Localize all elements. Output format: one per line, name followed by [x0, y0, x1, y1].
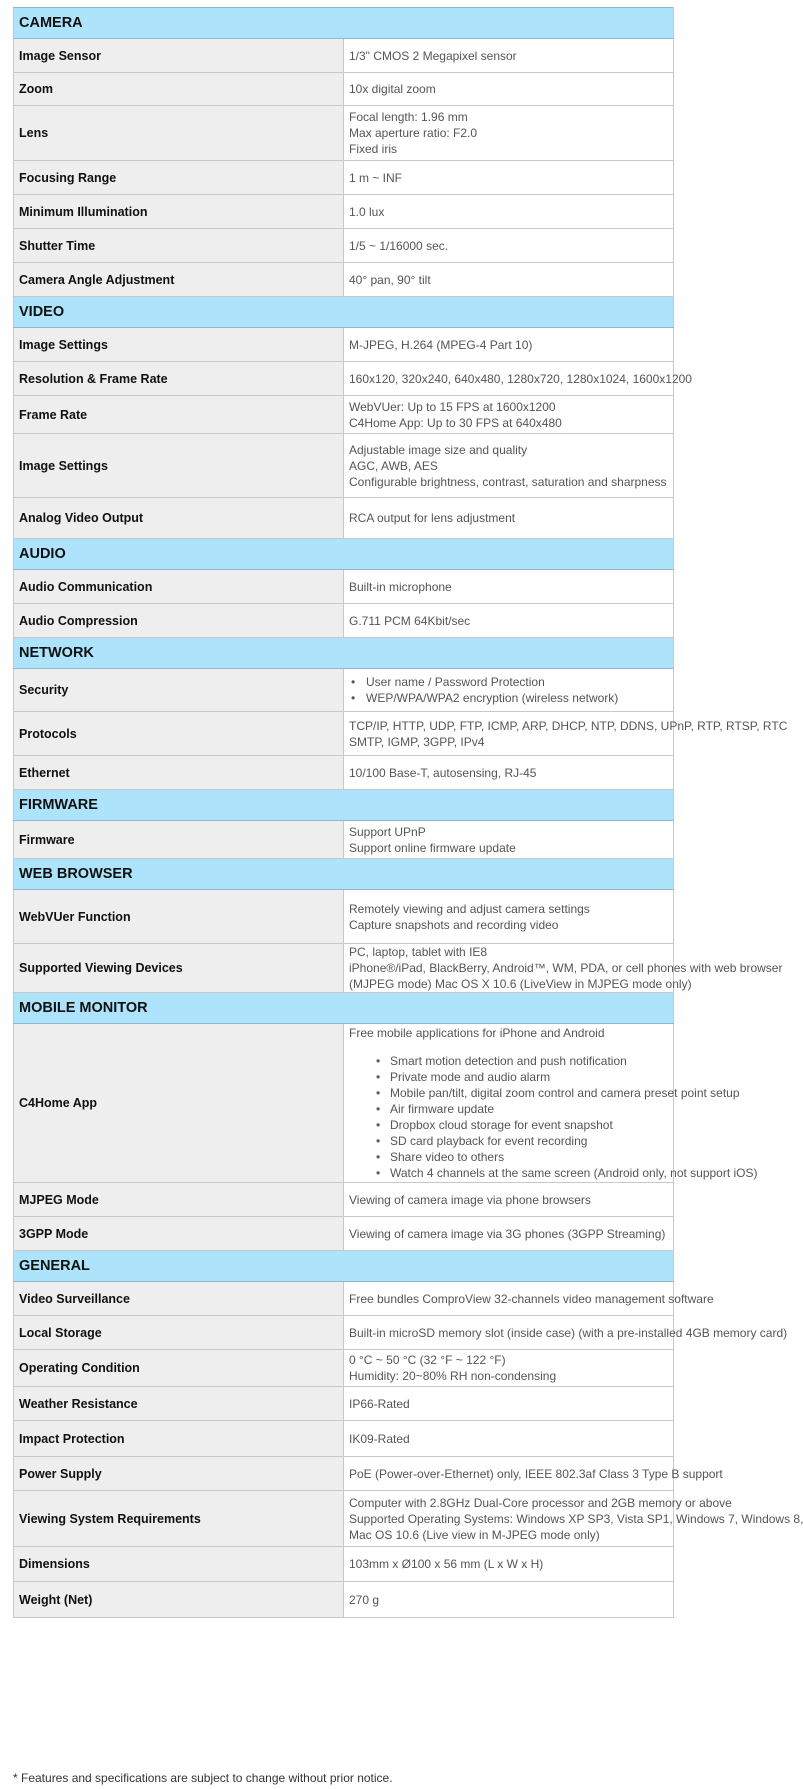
- spec-value: [344, 1282, 714, 1316]
- bullet-item: • WEP/WPA/WPA2 encryption (wireless network): [349, 690, 668, 706]
- feature-item: • Air firmware update: [349, 1101, 668, 1117]
- spec-value-line: PoE (Power-over-Ethernet) only, IEEE 802.3af Class 3 Type B support: [349, 1466, 723, 1481]
- spec-label: Operating Condition: [14, 1350, 344, 1387]
- section-header-network: [14, 638, 674, 669]
- spec-label: C4Home App: [14, 1024, 344, 1183]
- spec-label: Supported Viewing Devices: [14, 944, 344, 993]
- spec-value-line: 0 °C ~ 50 °C (32 °F ~ 122 °F): [349, 1353, 506, 1367]
- spec-row: [14, 890, 674, 944]
- spec-value: [344, 1547, 674, 1582]
- spec-value-line: IP66-Rated: [349, 1396, 410, 1411]
- spec-table: [13, 7, 803, 1618]
- spacer: [349, 1041, 668, 1053]
- spec-label: Shutter Time: [14, 229, 344, 263]
- spec-value-line: WebVUer: Up to 15 FPS at 1600x1200: [349, 399, 556, 414]
- spec-value: [344, 263, 674, 297]
- spec-row: [14, 1217, 674, 1251]
- spec-row: [14, 161, 674, 195]
- spec-row: [14, 362, 674, 396]
- spec-value-line: 10x digital zoom: [349, 82, 436, 96]
- spec-value-line: Mac OS 10.6 (Live view in M-JPEG mode only): [349, 1527, 600, 1542]
- spec-value-line: Configurable brightness, contrast, saturation and sharpness: [349, 474, 667, 489]
- spec-value-line: Humidity: 20~80% RH non-condensing: [349, 1369, 557, 1383]
- spec-value-line: 160x120, 320x240, 640x480, 1280x720, 1280x1024, 1600x1200: [349, 371, 692, 386]
- spec-value: [344, 570, 674, 604]
- section-title: CAMERA: [14, 8, 674, 39]
- spec-value-line: Viewing of camera image via 3G phones (3GPP Streaming): [349, 1226, 666, 1241]
- spec-label: Weather Resistance: [14, 1387, 344, 1421]
- spec-label: Resolution & Frame Rate: [14, 362, 344, 396]
- section-title: AUDIO: [14, 539, 674, 570]
- spec-value-line: iPhone®/iPad, BlackBerry, Android™, WM, PDA, or cell phones with web browser: [349, 961, 783, 975]
- spec-value-line: Focal length: 1.96 mm: [349, 110, 468, 124]
- spec-row: [14, 1024, 674, 1183]
- spec-label: Zoom: [14, 73, 344, 106]
- spec-label: Power Supply: [14, 1457, 344, 1491]
- spec-value-line: Adjustable image size and quality: [349, 442, 528, 457]
- section-header-general: [14, 1251, 674, 1282]
- spec-value-line: 1.0 lux: [349, 204, 385, 219]
- spec-value: [344, 1421, 674, 1457]
- spec-row: [14, 328, 674, 362]
- spec-value: [344, 362, 692, 396]
- spec-value-line: Supported Operating Systems: Windows XP SP3, Vista SP1, Windows 7, Windows 8,: [349, 1511, 803, 1526]
- spec-value: [344, 1491, 803, 1547]
- spec-value-line: AGC, AWB, AES: [349, 458, 438, 473]
- spec-value: [344, 434, 674, 498]
- spec-value-line: 40° pan, 90° tilt: [349, 272, 431, 287]
- spec-value-line: TCP/IP, HTTP, UDP, FTP, ICMP, ARP, DHCP, NTP, DDNS, UPnP, RTP, RTSP, RTC: [349, 718, 788, 733]
- spec-row: [14, 1582, 674, 1618]
- spec-value: [344, 1183, 674, 1217]
- spec-value-line: Remotely viewing and adjust camera settings: [349, 901, 590, 916]
- spec-value: [344, 890, 674, 944]
- spec-row: [14, 1547, 674, 1582]
- spec-value-line: Capture snapshots and recording video: [349, 917, 559, 932]
- spec-label: Audio Communication: [14, 570, 344, 604]
- footnote: * Features and specifications are subject to change without prior notice.: [13, 1771, 393, 1785]
- spec-value-line: SMTP, IGMP, 3GPP, IPv4: [349, 734, 485, 749]
- spec-value: [344, 498, 674, 539]
- spec-row: [14, 396, 674, 434]
- section-header-camera: [14, 8, 674, 39]
- spec-value: [344, 1582, 674, 1618]
- spec-value: [344, 229, 674, 263]
- spec-value-line: PC, laptop, tablet with IE8: [349, 945, 488, 959]
- spec-label: Frame Rate: [14, 396, 344, 434]
- spec-value-line: Built-in microSD memory slot (inside case) (with a pre-installed 4GB memory card): [349, 1325, 788, 1340]
- spec-value-line: C4Home App: Up to 30 FPS at 640x480: [349, 415, 562, 430]
- section-header-firmware: [14, 790, 674, 821]
- feature-list: [349, 1053, 758, 1181]
- feature-item: • Smart motion detection and push notification: [349, 1053, 668, 1069]
- section-title: GENERAL: [14, 1251, 674, 1282]
- spec-row: [14, 1282, 674, 1316]
- spec-value-line: Free mobile applications for iPhone and Android: [349, 1026, 605, 1040]
- spec-value-line: 10/100 Base-T, autosensing, RJ-45: [349, 765, 537, 780]
- spec-row: [14, 821, 674, 859]
- spec-value-line: 1/5 ~ 1/16000 sec.: [349, 238, 449, 253]
- spec-value: [344, 106, 674, 161]
- spec-label: WebVUer Function: [14, 890, 344, 944]
- spec-value-line: 1/3" CMOS 2 Megapixel sensor: [349, 48, 517, 63]
- spec-value-line: Max aperture ratio: F2.0: [349, 126, 478, 140]
- bullet-item: • User name / Password Protection: [349, 674, 668, 690]
- spec-row: [14, 604, 674, 638]
- spec-row: [14, 498, 674, 539]
- spec-label: Viewing System Requirements: [14, 1491, 344, 1547]
- spec-row: [14, 263, 674, 297]
- spec-row: [14, 73, 674, 106]
- spec-value-line: RCA output for lens adjustment: [349, 511, 516, 525]
- spec-value: [344, 821, 674, 859]
- spec-row: [14, 434, 674, 498]
- spec-row: [14, 1457, 674, 1491]
- spec-row: [14, 1350, 674, 1387]
- spec-label: Audio Compression: [14, 604, 344, 638]
- spec-value-line: G.711 PCM 64Kbit/sec: [349, 613, 471, 628]
- spec-value-line: Computer with 2.8GHz Dual-Core processor and 2GB memory or above: [349, 1495, 732, 1510]
- spec-value: [344, 396, 674, 434]
- spec-row: [14, 1421, 674, 1457]
- spec-label: Weight (Net): [14, 1582, 344, 1618]
- section-title: VIDEO: [14, 297, 674, 328]
- spec-row: [14, 712, 674, 756]
- spec-label: Camera Angle Adjustment: [14, 263, 344, 297]
- spec-label: Image Settings: [14, 328, 344, 362]
- spec-label: Impact Protection: [14, 1421, 344, 1457]
- bullet-list: [349, 674, 668, 706]
- feature-item: • Dropbox cloud storage for event snapshot: [349, 1117, 668, 1133]
- spec-label: 3GPP Mode: [14, 1217, 344, 1251]
- spec-value-line: Viewing of camera image via phone browsers: [349, 1192, 591, 1207]
- feature-item: • Private mode and audio alarm: [349, 1069, 668, 1085]
- spec-value: [344, 161, 674, 195]
- spec-label: Protocols: [14, 712, 344, 756]
- spec-value-line: 1 m ~ INF: [349, 170, 403, 185]
- spec-row: [14, 669, 674, 712]
- spec-value: [344, 1024, 758, 1183]
- section-header-mobile-monitor: [14, 993, 674, 1024]
- spec-value: [344, 756, 674, 790]
- spec-row: [14, 39, 674, 73]
- spec-label: Ethernet: [14, 756, 344, 790]
- spec-row: [14, 1183, 674, 1217]
- spec-row: [14, 1387, 674, 1421]
- feature-item: • SD card playback for event recording: [349, 1133, 668, 1149]
- spec-value-line: Built-in microphone: [349, 579, 452, 594]
- spec-value: [344, 1387, 674, 1421]
- spec-value-line: Support UPnP: [349, 824, 426, 839]
- section-header-web-browser: [14, 859, 674, 890]
- spec-value: [344, 1350, 674, 1387]
- spec-label: Focusing Range: [14, 161, 344, 195]
- spec-value-line: Support online firmware update: [349, 840, 516, 855]
- spec-value-line: 270 g: [349, 1592, 380, 1607]
- spec-row: [14, 1316, 674, 1350]
- spec-value-line: M-JPEG, H.264 (MPEG-4 Part 10): [349, 337, 533, 352]
- spec-label: Analog Video Output: [14, 498, 344, 539]
- spec-label: Minimum Illumination: [14, 195, 344, 229]
- spec-row: [14, 106, 674, 161]
- spec-row: [14, 229, 674, 263]
- spec-value: [344, 944, 783, 993]
- spec-value-line: Free bundles ComproView 32-channels video management software: [349, 1291, 714, 1306]
- section-title: NETWORK: [14, 638, 674, 669]
- spec-value: [344, 195, 674, 229]
- section-header-audio: [14, 539, 674, 570]
- spec-value-line: (MJPEG mode) Mac OS X 10.6 (LiveView in MJPEG mode only): [349, 977, 692, 991]
- feature-item: • Watch 4 channels at the same screen (Android only, not support iOS): [349, 1165, 668, 1181]
- spec-sheet: [13, 7, 803, 1618]
- spec-value-line: Fixed iris: [349, 142, 398, 156]
- feature-item: • Share video to others: [349, 1149, 668, 1165]
- spec-value: [344, 39, 674, 73]
- spec-label: Firmware: [14, 821, 344, 859]
- spec-row: [14, 756, 674, 790]
- spec-label: Local Storage: [14, 1316, 344, 1350]
- spec-value: [344, 669, 674, 712]
- spec-value: [344, 1457, 723, 1491]
- spec-value: [344, 328, 674, 362]
- section-title: MOBILE MONITOR: [14, 993, 674, 1024]
- spec-label: Image Sensor: [14, 39, 344, 73]
- spec-value: [344, 1316, 788, 1350]
- spec-value: [344, 604, 674, 638]
- feature-item: • Mobile pan/tilt, digital zoom control and camera preset point setup: [349, 1085, 668, 1101]
- spec-value-line: IK09-Rated: [349, 1431, 410, 1446]
- spec-label: Security: [14, 669, 344, 712]
- section-header-video: [14, 297, 674, 328]
- spec-label: Video Surveillance: [14, 1282, 344, 1316]
- spec-row: [14, 570, 674, 604]
- spec-label: Lens: [14, 106, 344, 161]
- spec-label: Image Settings: [14, 434, 344, 498]
- section-title: WEB BROWSER: [14, 859, 674, 890]
- spec-value: [344, 1217, 674, 1251]
- section-title: FIRMWARE: [14, 790, 674, 821]
- spec-row: [14, 1491, 674, 1547]
- spec-row: [14, 195, 674, 229]
- spec-value: [344, 73, 674, 106]
- spec-value: [344, 712, 788, 756]
- spec-row: [14, 944, 674, 993]
- spec-label: Dimensions: [14, 1547, 344, 1582]
- spec-value-line: 103mm x Ø100 x 56 mm (L x W x H): [349, 1557, 544, 1571]
- spec-label: MJPEG Mode: [14, 1183, 344, 1217]
